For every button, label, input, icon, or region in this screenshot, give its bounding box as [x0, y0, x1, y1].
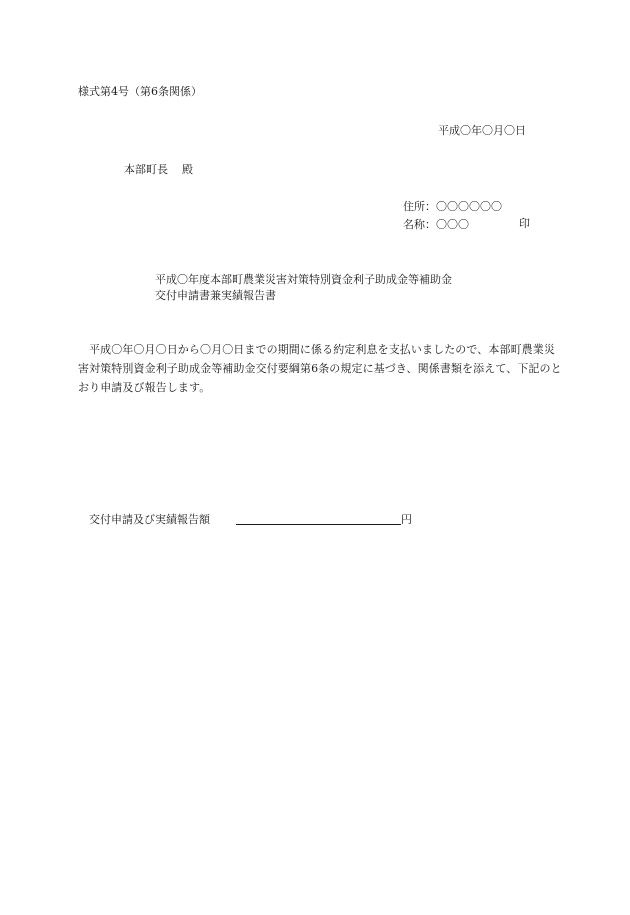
- seal-mark: 印: [519, 217, 530, 230]
- applicant-block: [403, 198, 530, 234]
- amount-row: [89, 512, 412, 527]
- document-title-line-1: 平成〇年度本部町農業災害対策特別資金利子助成金等補助金: [155, 273, 452, 286]
- amount-label: 交付申請及び実績報告額: [89, 513, 210, 526]
- document-date: 平成〇年〇月〇日: [438, 124, 526, 137]
- body-paragraph: 平成〇年〇月〇日から〇月〇日までの期間に係る約定利息を支払いましたので、本部町農業災害対策特別資金利子助成金等補助金交付要綱第6条の規定に基づき、関係書類を添えて、下記のとおり申請及び報告します。: [78, 343, 562, 394]
- form-number: 様式第4号（第6条関係）: [78, 85, 202, 98]
- document-title-line-2: 交付申請書兼実績報告書: [155, 289, 276, 302]
- applicant-address: 住所：〇〇〇〇〇〇: [403, 200, 502, 213]
- addressee-name: 本部町長: [124, 163, 168, 176]
- addressee: [124, 162, 193, 177]
- document-title: [155, 272, 452, 304]
- addressee-honorific: 殿: [182, 163, 193, 176]
- applicant-name: 名称：〇〇〇: [403, 218, 469, 231]
- amount-blank-line: [236, 512, 401, 525]
- amount-unit: 円: [401, 513, 412, 526]
